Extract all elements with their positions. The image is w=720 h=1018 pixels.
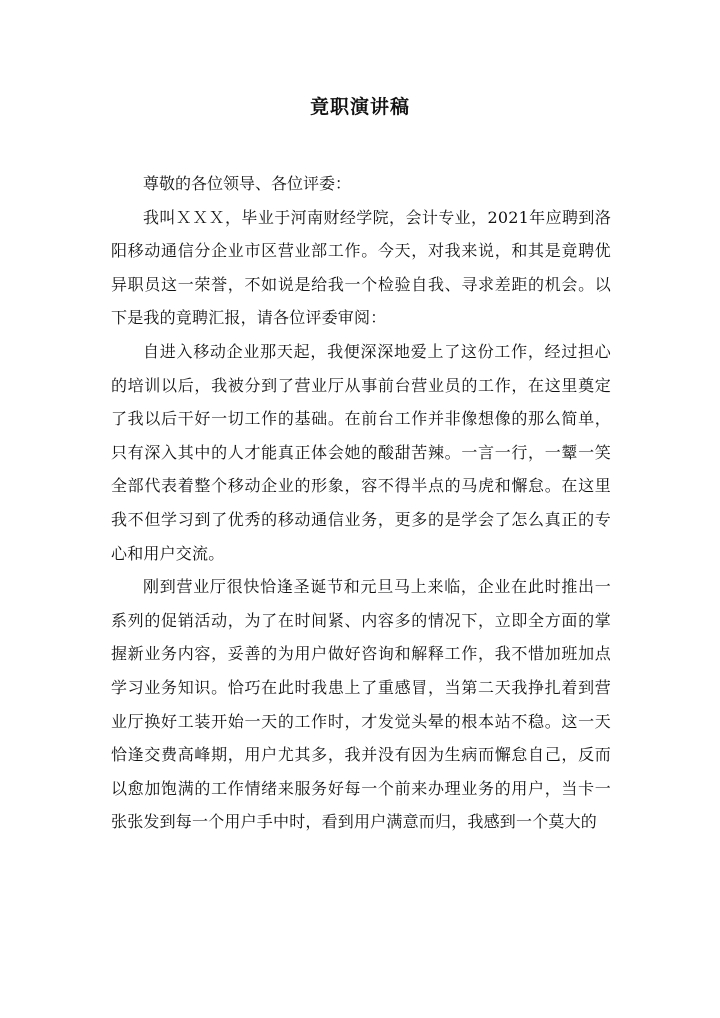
paragraph-holiday-promotion: 刚到营业厅很快恰逢圣诞节和元旦马上来临，企业在此时推出一系列的促销活动，为了在时间紧、内容多的情况下，立即全方面的掌握新业务内容，妥善的为用户做好咨询和解释工作，我不惜加班加点学习业务知识。恰巧在此时我患上了重感冒，当第二天我挣扎着到营业厅换好工装开始一天的工作时，才发觉头晕的根本站不稳。这一天恰逢交费高峰期，用户尤其多，我并没有因为生病而懈怠自己，反而以愈加饱满的工作情绪来服务好每一个前来办理业务的用户，当卡一张张发到每一个用户手中时，看到用户满意而归，我感到一个莫大的 — [111, 577, 611, 832]
paragraph-intro: 我叫ＸＸＸ，毕业于河南财经学院，会计专业，2021年应聘到洛阳移动通信分企业市区营业部工作。今天，对我来说，和其是竟聘优异职员这一荣誉，不如说是给我一个检验自我、寻求差距的机会。以下是我的竟聘汇报，请各位评委审阅： — [111, 207, 611, 328]
document-title: 竟职演讲稿 — [309, 96, 410, 118]
greeting-line: 尊敬的各位领导、各位评委： — [143, 174, 352, 193]
document-body — [111, 167, 611, 839]
paragraph-work-start: 自进入移动企业那天起，我便深深地爱上了这份工作，经过担心的培训以后，我被分到了营业厅从事前台营业员的工作，在这里奠定了我以后干好一切工作的基础。在前台工作并非像想像的那么简单，只有深入其中的人才能真正体会她的酸甜苦辣。一言一行，一颦一笑全部代表着整个移动企业的形象，容不得半点的马虎和懈怠。在这里我不但学习到了优秀的移动通信业务，更多的是学会了怎么真正的专心和用户交流。 — [111, 341, 611, 563]
